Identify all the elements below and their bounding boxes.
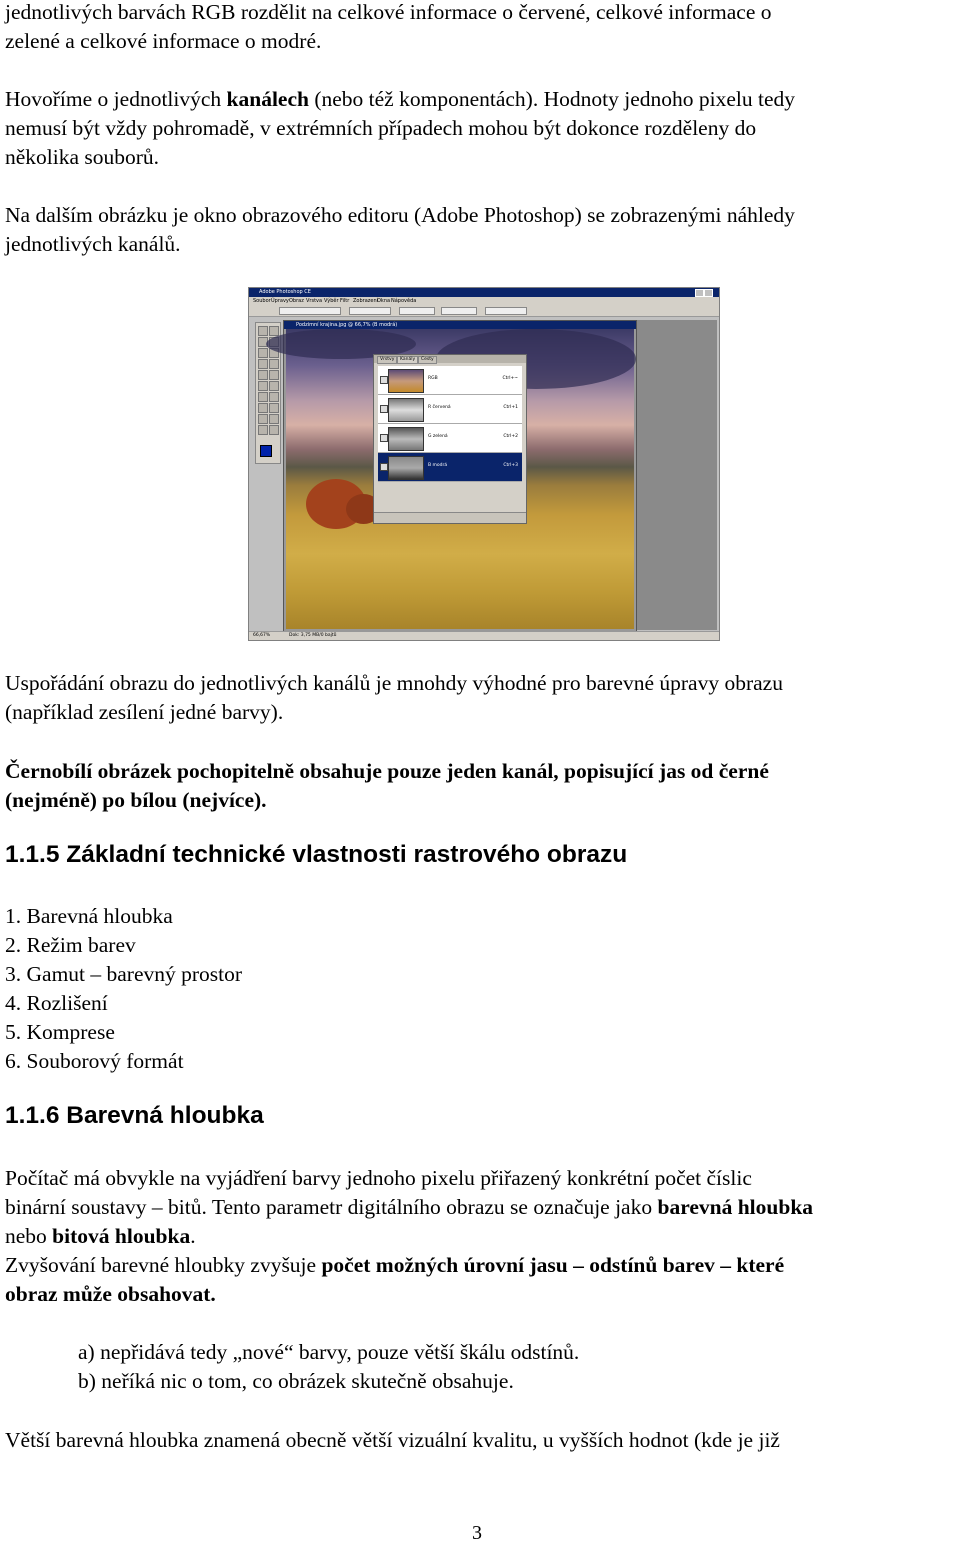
- menu-item: Nápověda: [391, 298, 417, 304]
- text-line: Na dalším obrázku je okno obrazového editoru (Adobe Photoshop) se zobrazenými náhledy: [5, 203, 795, 227]
- channel-thumbnail: [388, 398, 424, 422]
- list-item: 5. Komprese: [5, 1020, 115, 1044]
- palette-bottom-bar: [374, 512, 526, 523]
- pen-tool-icon: [269, 392, 279, 402]
- text-line: Větší barevná hloubka znamená obecně větší vizuální kvalitu, u vyšších hodnot (kde je již: [5, 1428, 780, 1452]
- channel-name: RGB: [428, 376, 438, 381]
- menu-item: Filtr: [340, 298, 350, 304]
- option-button: [349, 307, 391, 315]
- eyedropper-tool-icon: [269, 414, 279, 424]
- section-heading: 1.1.6 Barevná hloubka: [5, 1102, 264, 1129]
- menu-item: Úpravy: [271, 298, 289, 304]
- text-line-bold: (nejméně) po bílou (nejvíce).: [5, 788, 267, 812]
- menu-item: Soubor: [253, 298, 271, 304]
- option-button: [485, 307, 527, 315]
- text-line: binární soustavy – bitů. Tento parametr digitálního obrazu se označuje jako barevná hloubka: [5, 1195, 814, 1219]
- eye-icon: [380, 434, 388, 442]
- notes-tool-icon: [258, 414, 268, 424]
- list-item: 2. Režim barev: [5, 933, 136, 957]
- close-icon: [704, 289, 713, 297]
- move-tool-icon: [269, 326, 279, 336]
- channel-row: [378, 395, 522, 424]
- channel-row-selected: [378, 453, 522, 482]
- text-line: jednotlivých kanálů.: [5, 232, 181, 256]
- options-bar: [249, 305, 719, 317]
- option-button: [441, 307, 477, 315]
- channel-name: B modrá: [428, 463, 448, 468]
- eye-icon: [380, 463, 388, 471]
- tab-layers: Vrstvy: [377, 356, 397, 364]
- list-item: b) neříká nic o tom, co obrázek skutečně obsahuje.: [78, 1369, 514, 1393]
- app-title-bar: [249, 288, 719, 297]
- list-item: 1. Barevná hloubka: [5, 904, 173, 928]
- channel-thumbnail: [388, 427, 424, 451]
- gradient-tool-icon: [269, 381, 279, 391]
- list-item: 3. Gamut – barevný prostor: [5, 962, 243, 986]
- menu-item: Obraz: [289, 298, 304, 304]
- zoom-readout: 66,67%: [253, 633, 271, 638]
- channel-thumbnail: [388, 369, 424, 393]
- workspace-background: [637, 320, 717, 630]
- paragraph-channels-line: Hovoříme o jednotlivých kanálech (nebo též komponentách). Hodnoty jednoho pixelu tedy: [5, 87, 795, 111]
- page-number: 3: [472, 1522, 482, 1544]
- eye-icon: [380, 376, 388, 384]
- channel-thumbnail: [388, 456, 424, 480]
- section-heading: 1.1.5 Základní technické vlastnosti rastrového obrazu: [5, 841, 628, 868]
- type-tool-icon: [269, 403, 279, 413]
- text-line: (například zesílení jedné barvy).: [5, 700, 284, 724]
- channel-shortcut: Ctrl+2: [503, 434, 518, 439]
- text-line-bold: Černobílí obrázek pochopitelně obsahuje pouze jeden kanál, popisující jas od černé: [5, 759, 769, 783]
- text-line: zelené a celkové informace o modré.: [5, 29, 322, 53]
- text-line: jednotlivých barvách RGB rozdělit na celkové informace o červené, celkové informace o: [5, 0, 772, 24]
- eraser-tool-icon: [258, 381, 268, 391]
- menu-item: Zobrazení: [353, 298, 379, 304]
- menu-item: Výběr: [324, 298, 339, 304]
- minimize-icon: [695, 289, 704, 297]
- pencil-tool-icon: [269, 359, 279, 369]
- document-title: Podzimní krajina.jpg @ 66,7% (B modrá): [296, 322, 398, 328]
- text-line: Uspořádání obrazu do jednotlivých kanálů je mnohdy výhodné pro barevné úpravy obrazu: [5, 671, 783, 695]
- foreground-color-swatch: [260, 445, 272, 457]
- marquee-tool-icon: [258, 326, 268, 336]
- text-line: několika souborů.: [5, 145, 160, 169]
- tab-channels: Kanály: [397, 356, 418, 364]
- selection-tool-icon: [258, 403, 268, 413]
- text-line: nemusí být vždy pohromadě, v extrémních případech mohou být dokonce rozděleny do: [5, 116, 757, 140]
- list-item: 6. Souborový formát: [5, 1049, 184, 1073]
- menu-item: Vrstva: [306, 298, 323, 304]
- eye-icon: [380, 405, 388, 413]
- text-line: nebo bitová hloubka.: [5, 1224, 196, 1248]
- document-title-bar: [284, 321, 636, 329]
- channel-shortcut: Ctrl+~: [502, 376, 518, 381]
- crop-tool-icon: [258, 348, 268, 358]
- option-button: [399, 307, 435, 315]
- channel-name: G zelená: [428, 434, 448, 439]
- palette-tabs: [374, 355, 526, 363]
- channel-shortcut: Ctrl+1: [503, 405, 518, 410]
- list-item: a) nepřidává tedy „nové“ barvy, pouze větší škálu odstínů.: [78, 1340, 580, 1364]
- text-line-bold: obraz může obsahovat.: [5, 1282, 216, 1306]
- zoom-tool-icon: [269, 425, 279, 435]
- brush-tool-icon: [258, 359, 268, 369]
- dodge-tool-icon: [258, 392, 268, 402]
- menu-item: Okna: [377, 298, 391, 304]
- app-title: Adobe Photoshop CE: [259, 289, 311, 295]
- photoshop-screenshot-figure: [248, 287, 720, 641]
- text-line: Zvyšování barevné hloubky zvyšuje počet možných úrovní jasu – odstínů barev – které: [5, 1253, 785, 1277]
- channel-row: [378, 424, 522, 453]
- tab-paths: Cesty: [418, 356, 437, 364]
- channel-row: [378, 366, 522, 395]
- hand-tool-icon: [258, 425, 268, 435]
- channel-shortcut: Ctrl+3: [503, 463, 518, 468]
- document-size: Dok: 3,75 MB/0 bajtů: [289, 633, 337, 638]
- option-button: [279, 307, 341, 315]
- stamp-tool-icon: [258, 370, 268, 380]
- status-bar: [249, 631, 719, 640]
- channel-name: R červená: [428, 405, 451, 410]
- list-item: 4. Rozlišení: [5, 991, 108, 1015]
- menu-bar: [249, 297, 719, 305]
- channels-palette: [373, 354, 527, 524]
- text-line: Počítač má obvykle na vyjádření barvy jednoho pixelu přiřazený konkrétní počet číslic: [5, 1166, 752, 1190]
- history-brush-tool-icon: [269, 370, 279, 380]
